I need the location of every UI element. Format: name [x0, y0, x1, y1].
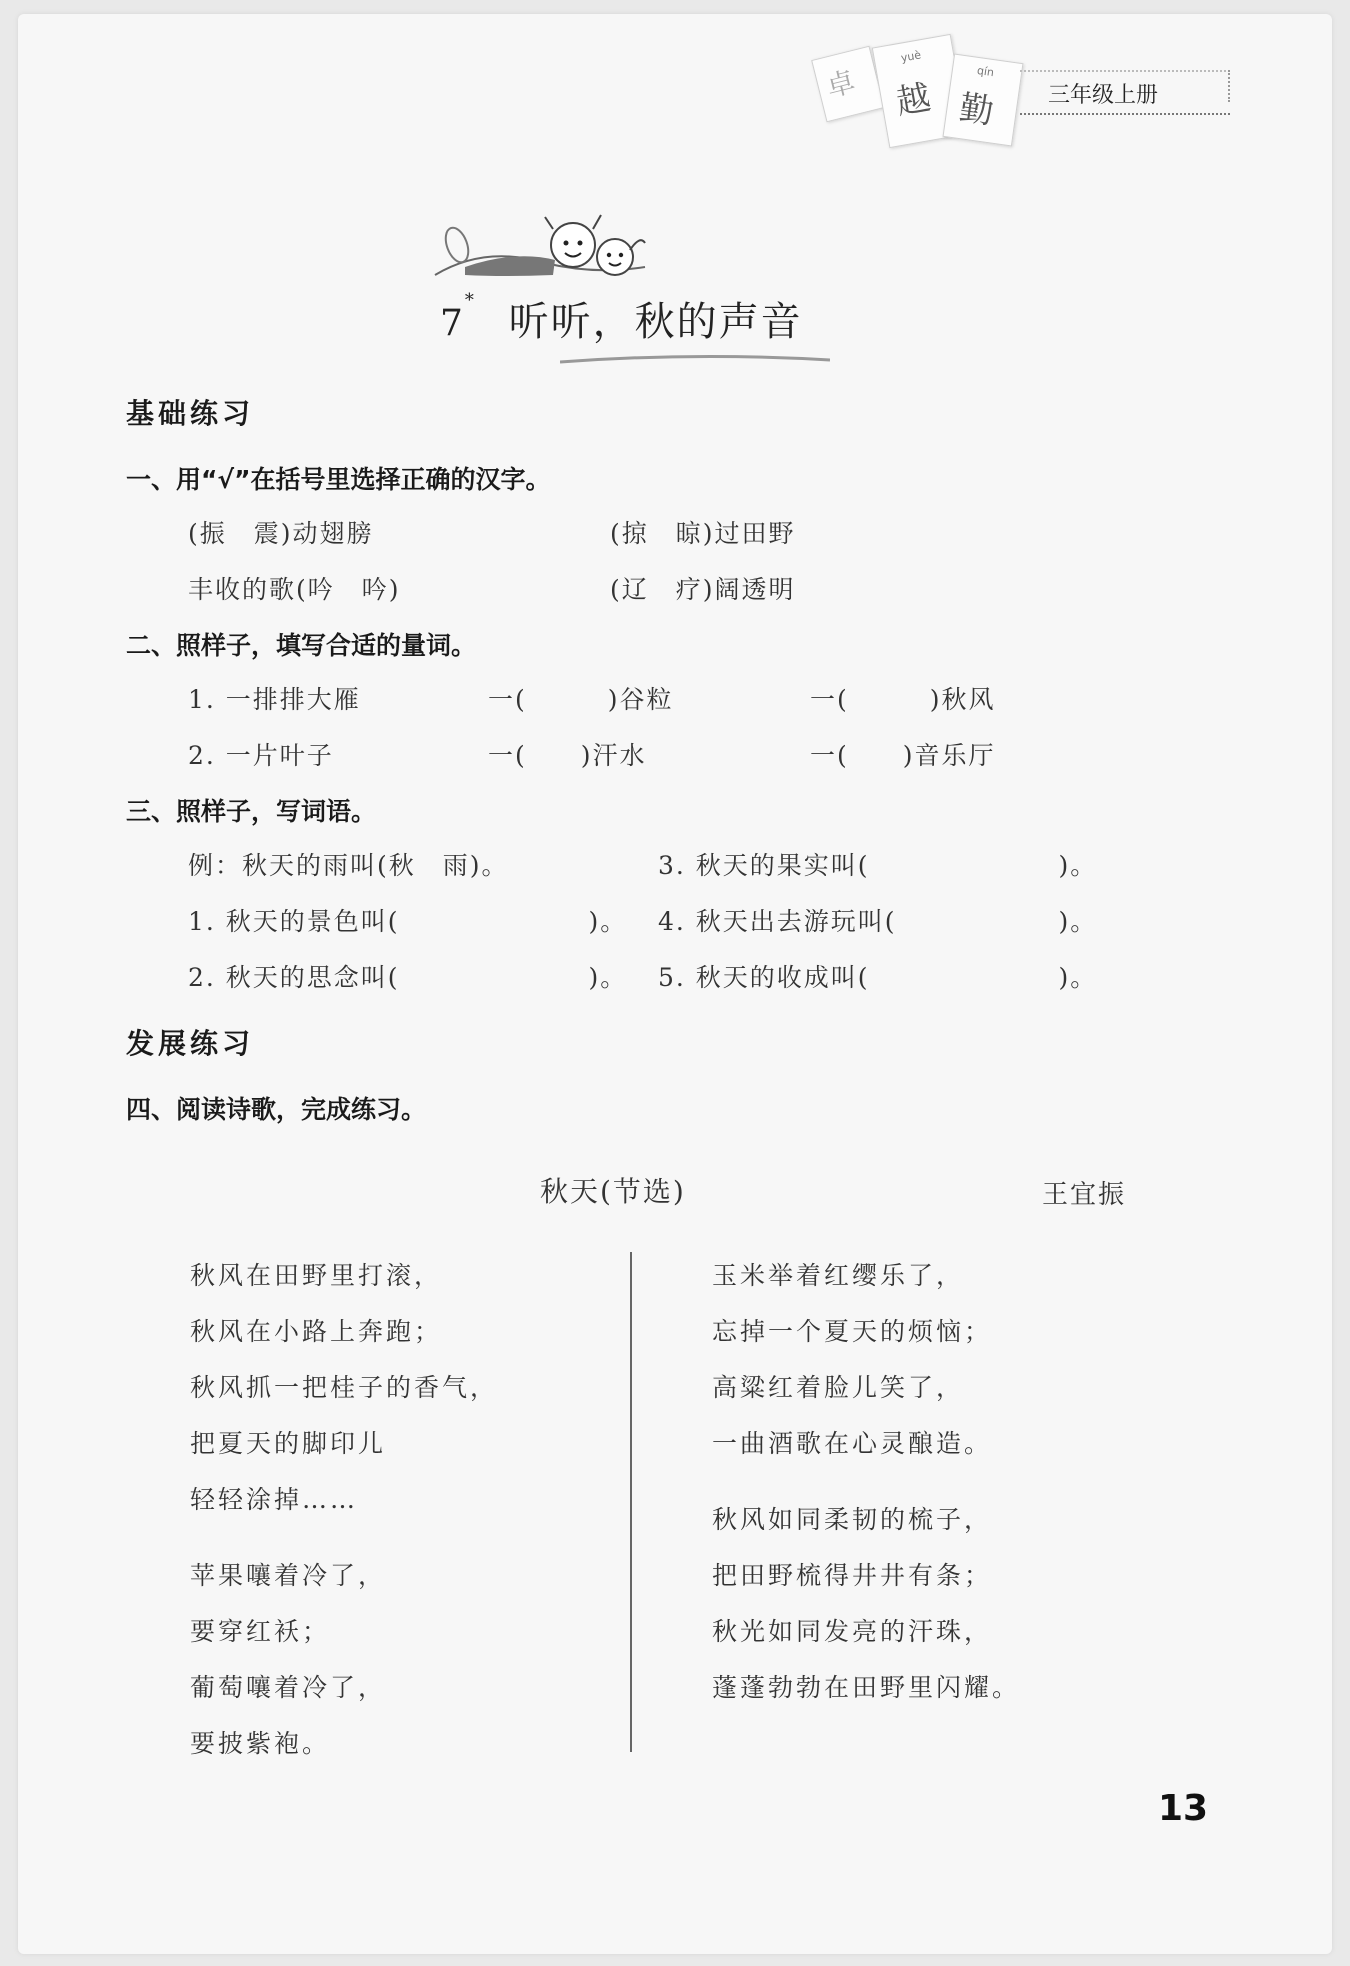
- lesson-star: *: [464, 290, 476, 311]
- poem-left-line-5: 轻轻涂掉……: [190, 1485, 359, 1514]
- poem-left-line-9: 要披紫袍。: [190, 1729, 331, 1758]
- q3-title: 三、照样子，写词语。: [126, 797, 377, 826]
- grade-label: 三年级上册: [1020, 70, 1230, 115]
- logo-pinyin-qin: qín: [976, 63, 995, 80]
- page-number: 13: [1158, 1788, 1209, 1829]
- lesson-number: 7: [440, 303, 465, 344]
- q3-item-5: 5. 秋天的收成叫( )。: [658, 963, 1098, 992]
- poem-right-line-7: 秋光如同发亮的汗珠，: [712, 1617, 993, 1646]
- poem-right-line-8: 蓬蓬勃勃在田野里闪耀。: [712, 1673, 1021, 1702]
- q2-item-1: 1. 一排排大雁: [188, 685, 361, 714]
- title-underline: [560, 352, 830, 366]
- q1-title: 一、用“√”在括号里选择正确的汉字。: [126, 465, 551, 494]
- q2-item-3: 一( )秋风: [810, 685, 996, 714]
- q1-item-3: 丰收的歌(吟 吟): [188, 575, 401, 604]
- logo-char-3: 勤: [956, 88, 997, 133]
- poem-author: 王宜振: [1042, 1180, 1127, 1210]
- section-development-heading: 发展练习: [126, 1027, 255, 1060]
- q1-item-4: (辽 疗)阔透明: [610, 575, 796, 604]
- q3-example: 例：秋天的雨叫(秋 雨)。: [188, 851, 509, 880]
- poem-right-line-5: 秋风如同柔韧的梳子，: [712, 1505, 993, 1534]
- logo-char-1: 卓: [823, 64, 859, 104]
- poem-left-line-4: 把夏天的脚印儿: [190, 1429, 387, 1458]
- q3-item-4: 4. 秋天出去游玩叫( )。: [658, 907, 1098, 936]
- poem-left-line-2: 秋风在小路上奔跑；: [190, 1317, 443, 1346]
- logo-char-2: 越: [893, 77, 934, 123]
- poem-right-line-2: 忘掉一个夏天的烦恼；: [712, 1317, 993, 1346]
- q3-item-1: 1. 秋天的景色叫( )。: [188, 907, 628, 936]
- kids-illustration: [425, 205, 655, 295]
- poem-right-line-3: 高粱红着脸儿笑了，: [712, 1373, 965, 1402]
- grade-corner-border: [1228, 70, 1230, 102]
- q2-item-4: 2. 一片叶子: [188, 741, 334, 770]
- q2-item-2: 一( )谷粒: [488, 685, 674, 714]
- poem-left-line-3: 秋风抓一把桂子的香气，: [190, 1373, 499, 1402]
- q1-item-2: (掠 晾)过田野: [610, 519, 796, 548]
- lesson-title: [440, 290, 803, 347]
- poem-title: 秋天(节选): [540, 1175, 686, 1208]
- q3-item-3: 3. 秋天的果实叫( )。: [658, 851, 1098, 880]
- poem-left-line-7: 要穿红袄；: [190, 1617, 331, 1646]
- poem-right-line-1: 玉米举着红缨乐了，: [712, 1261, 965, 1290]
- q2-item-5: 一( )汗水: [488, 741, 647, 770]
- q4-title: 四、阅读诗歌，完成练习。: [126, 1095, 427, 1124]
- lesson-title-text: 听听，秋的声音: [508, 299, 803, 345]
- q2-item-6: 一( )音乐厅: [810, 741, 996, 770]
- q2-title: 二、照样子，填写合适的量词。: [126, 631, 477, 660]
- poem-right-line-4: 一曲酒歌在心灵酿造。: [712, 1429, 993, 1458]
- logo-pinyin-yue: yuè: [899, 48, 923, 65]
- logo-card-right: [942, 54, 1023, 147]
- q1-item-1: (振 震)动翅膀: [188, 519, 374, 548]
- poem-column-divider: [630, 1252, 632, 1752]
- poem-right-line-6: 把田野梳得井井有条；: [712, 1561, 993, 1590]
- section-basic-heading: 基础练习: [126, 397, 255, 430]
- q3-item-2: 2. 秋天的思念叫( )。: [188, 963, 628, 992]
- poem-left-line-6: 苹果嚷着冷了，: [190, 1561, 387, 1590]
- poem-left-line-8: 葡萄嚷着冷了，: [190, 1673, 387, 1702]
- poem-left-line-1: 秋风在田野里打滚，: [190, 1261, 443, 1290]
